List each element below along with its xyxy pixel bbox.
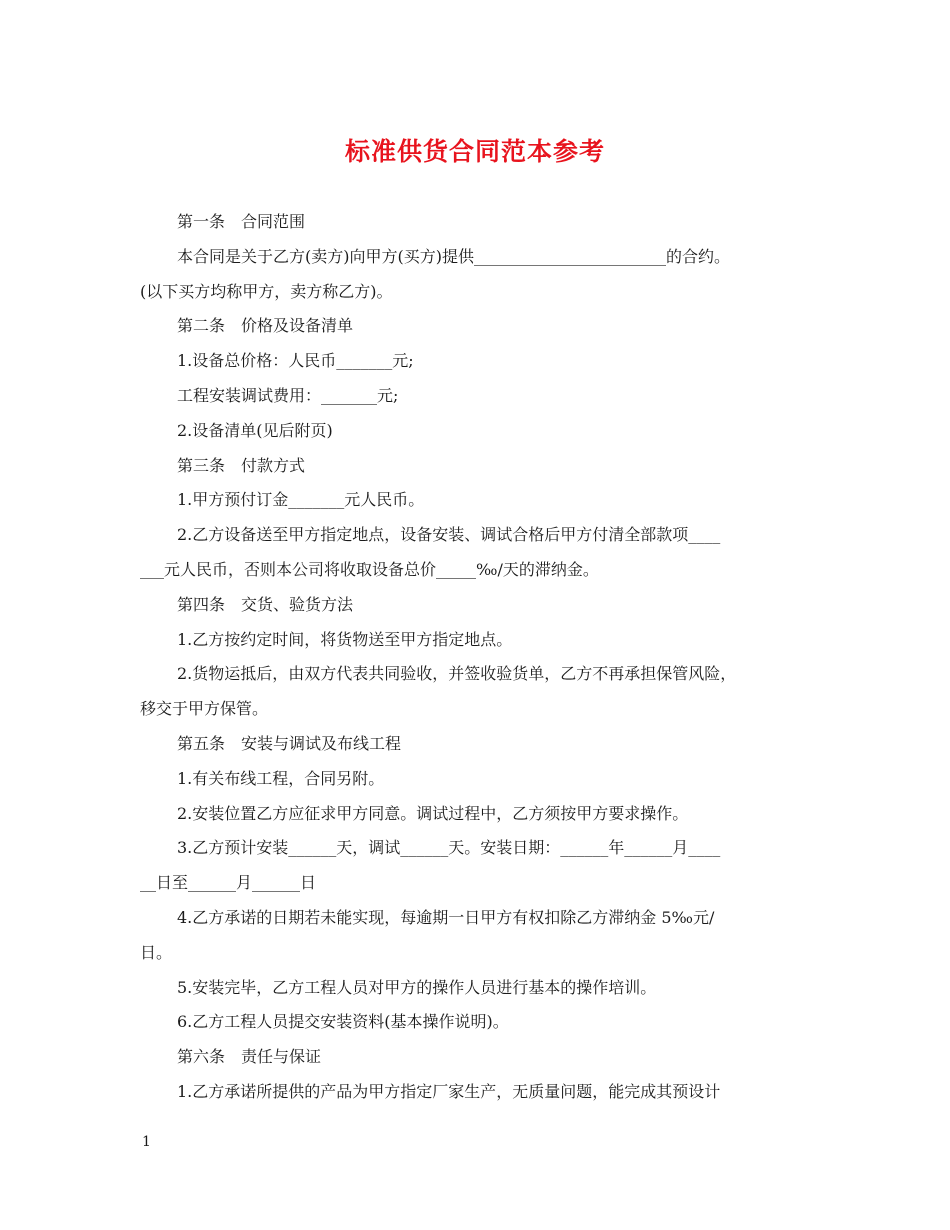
contract-body (140, 205, 810, 1110)
document-title: 标准供货合同范本参考 (344, 137, 605, 166)
text-line-17: 1.有关布线工程，合同另附。 (177, 768, 385, 788)
text-line-6: 工程安装调试费用：_______元; (177, 385, 399, 405)
text-line-10: 2.乙方设备送至甲方指定地点，设备安装、调试合格后甲方付清全部款项____ (177, 525, 721, 545)
page-number: 1 (142, 1134, 151, 1150)
text-line-25: 第六条 责任与保证 (177, 1047, 322, 1067)
text-line-16: 第五条 安装与调试及布线工程 (177, 733, 402, 753)
text-line-8: 第三条 付款方式 (177, 455, 306, 475)
text-line-3: (以下买方均称甲方，卖方称乙方)。 (140, 281, 393, 301)
text-line-9: 1.甲方预付订金_______元人民币。 (177, 490, 425, 510)
text-line-19: 3.乙方预计安装______天，调试______天。安装日期：______年______月____ (177, 838, 721, 858)
text-line-11: ___元人民币，否则本公司将收取设备总价_____‰/天的滞纳金。 (140, 559, 599, 579)
text-line-5: 1.设备总价格：人民币_______元; (177, 351, 414, 371)
text-line-13: 1.乙方按约定时间，将货物送至甲方指定地点。 (177, 629, 513, 649)
text-line-22: 日。 (140, 942, 173, 962)
text-line-20: __日至______月______日 (140, 873, 317, 893)
text-line-7: 2.设备清单(见后附页) (177, 420, 333, 440)
text-line-21: 4.乙方承诺的日期若未能实现，每逾期一日甲方有权扣除乙方滞纳金 5‰元/ (177, 907, 715, 927)
text-line-26: 1.乙方承诺所提供的产品为甲方指定厂家生产，无质量问题，能完成其预设计 (177, 1081, 721, 1101)
text-line-2: 本合同是关于乙方(卖方)向甲方(买方)提供________________________的合约。 (177, 246, 730, 266)
text-line-24: 6.乙方工程人员提交安装资料(基本操作说明)。 (177, 1012, 509, 1032)
text-line-4: 第二条 价格及设备清单 (177, 316, 354, 336)
text-line-12: 第四条 交货、验货方法 (177, 594, 354, 614)
text-line-1: 第一条 合同范围 (177, 212, 306, 231)
text-line-15: 移交于甲方保管。 (140, 699, 269, 719)
text-line-14: 2.货物运抵后，由双方代表共同验收，并签收验货单，乙方不再承担保管风险， (177, 664, 737, 684)
text-line-18: 2.安装位置乙方应征求甲方同意。调试过程中，乙方须按甲方要求操作。 (177, 803, 689, 823)
text-line-23: 5.安装完毕，乙方工程人员对甲方的操作人员进行基本的操作培训。 (177, 977, 657, 997)
